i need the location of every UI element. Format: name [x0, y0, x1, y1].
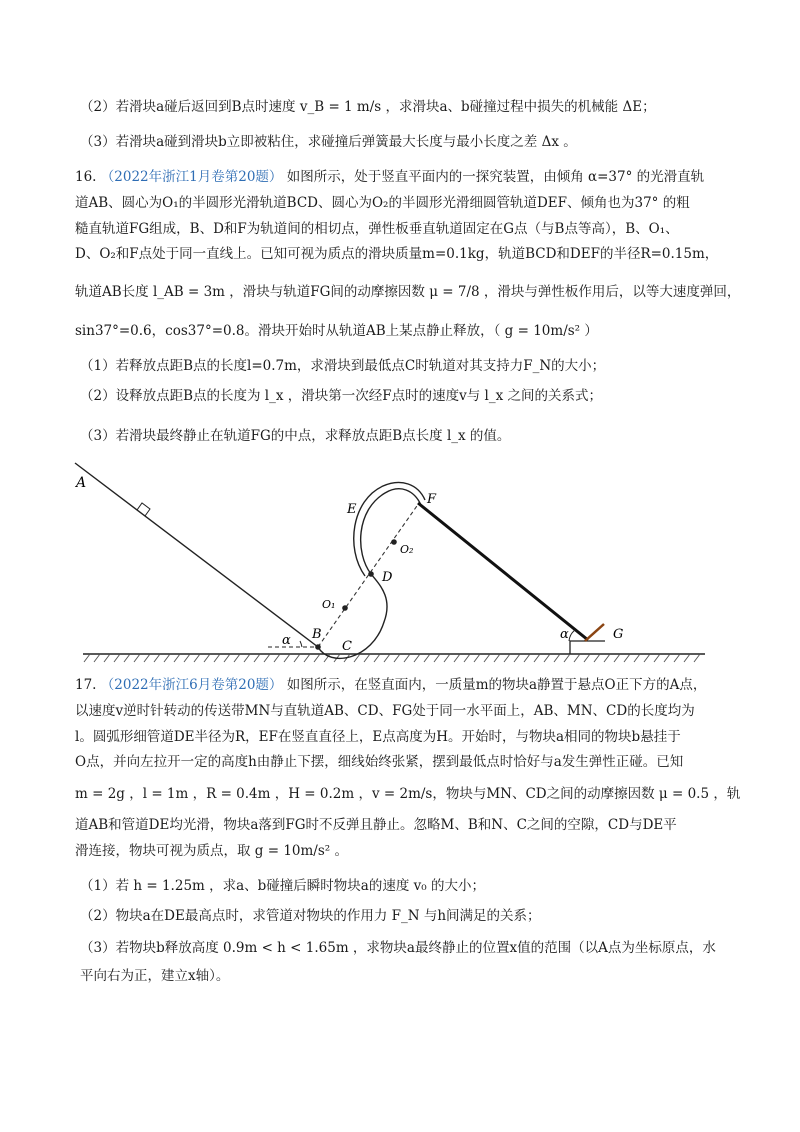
q16-line2: 道AB、圆心为O₁的半圆形光滑轨道BCD、圆心为O₂的半圆形光滑细圆管轨道DEF、倾角也为37° 的粗 — [75, 195, 690, 211]
point-o2-dot — [391, 539, 397, 545]
ground-hatching — [84, 654, 700, 662]
q15-part2: （2）若滑块a碰后返回到B点时速度 v_B = 1 m/s ，求滑块a、b碰撞过程中损失的机械能 ΔE； — [80, 99, 656, 115]
label-a: A — [76, 475, 87, 491]
label-alpha-right: α — [560, 627, 569, 642]
point-o1-dot — [342, 605, 348, 611]
q16-line5: 轨道AB长度 l_AB = 3m ，滑块与轨道FG间的动摩擦因数 μ = 7/8 ，滑块与弹性板作用后，以等大速度弹回， — [75, 284, 741, 300]
q17-number: 17. — [75, 677, 97, 693]
label-o1: O₁ — [322, 598, 336, 611]
q16-sub1: （1）若释放点距B点的长度l=0.7m，求滑块到最低点C时轨道对其支持力F_N的大小； — [80, 358, 606, 374]
track-diagram — [0, 455, 800, 665]
semicircle-bcd — [318, 574, 387, 658]
track-ab — [75, 463, 318, 647]
label-f: F — [427, 492, 437, 507]
q17-sub2: （2）物块a在DE最高点时，求管道对物块的作用力 F_N 与h间满足的关系； — [80, 908, 541, 924]
platform-step — [570, 641, 605, 654]
tube-dfe-inner — [361, 489, 421, 574]
label-alpha-left: α — [282, 633, 291, 648]
point-b-dot — [315, 644, 321, 650]
q16-line1 — [75, 167, 725, 187]
q17-sub3a: （3）若物块b释放高度 0.9m < h < 1.65m ，求物块a最终静止的位置x值的范围（以A点为坐标原点，水 — [80, 940, 716, 956]
alpha-right-arc — [569, 630, 575, 641]
q16-sub3: （3）若滑块最终静止在轨道FG的中点，求释放点距B点长度 l_x 的值。 — [80, 428, 511, 444]
q16-text-1: 如图所示，处于竖直平面内的一探究装置，由倾角 α=37° 的光滑直轨 — [286, 169, 705, 185]
track-fg — [418, 503, 588, 640]
q16-line4: D、O₂和F点处于同一直线上。已知可视为质点的滑块质量m=0.1kg，轨道BCD和DEF的半径R=0.15m， — [75, 246, 719, 262]
label-b: B — [312, 627, 322, 642]
q17-sub1: （1）若 h = 1.25m ，求a、b碰撞后瞬时物块a的速度 v₀ 的大小； — [80, 878, 485, 894]
q15-part3: （3）若滑块a碰到滑块b立即被粘住，求碰撞后弹簧最大长度与最小长度之差 Δx 。 — [80, 134, 577, 150]
q16-sub2: （2）设释放点距B点的长度为 l_x ，滑块第一次经F点时的速度v与 l_x 之间的关系式； — [80, 388, 603, 404]
label-d: D — [382, 570, 393, 585]
q17-line7: 滑连接，物块可视为质点，取 g = 10m/s² 。 — [75, 843, 348, 859]
q17-line6: 道AB和管道DE均光滑，物块a落到FG时不反弹且静止。忽略M、B和N、C之间的空隙，CD与DE平 — [75, 817, 677, 833]
q16-line3: 糙直轨道FG组成，B、D和F为轨道间的相切点，弹性板垂直轨道固定在G点（与B点等高），B、O₁、 — [75, 221, 679, 237]
q16-line6: sin37°=0.6，cos37°=0.8。滑块开始时从轨道AB上某点静止释放，（ g = 10m/s² ） — [75, 323, 598, 339]
q17-source: （2022年浙江6月卷第20题） — [100, 677, 283, 693]
q17-line1 — [75, 675, 725, 695]
q17-line4: O点，并向左拉开一定的高度h由静止下摆，细线始终张紧，摆到最低点时恰好与a发生弹性正碰。已知 — [75, 754, 684, 770]
alpha-left-arc — [300, 641, 302, 647]
q17-line2: 以速度v逆时针转动的传送带MN与直轨道AB、CD、FG处于同一水平面上，AB、MN、CD的长度均为 — [75, 703, 695, 719]
q16-number: 16. — [75, 169, 97, 185]
label-c: C — [342, 639, 352, 654]
q17-line3: l。圆弧形细管道DE半径为R，EF在竖直直径上，E点高度为H。开始时，与物块a相同的物块b悬挂于 — [75, 729, 681, 745]
label-o2: O₂ — [400, 543, 414, 556]
label-g: G — [613, 627, 624, 642]
q17-line5: m = 2g ，l = 1m ，R = 0.4m ，H = 0.2m ，v = 2m/s，物块与MN、CD之间的动摩擦因数 μ = 0.5 ，轨 — [75, 786, 741, 802]
q16-source: （2022年浙江1月卷第20题） — [100, 169, 283, 185]
q17-text-1: 如图所示，在竖直面内，一质量m的物块a静置于悬点O正下方的A点， — [286, 677, 707, 693]
point-d-dot — [368, 571, 374, 577]
label-e: E — [347, 502, 357, 517]
q17-sub3b: 平向右为正，建立x轴）。 — [80, 968, 230, 984]
elastic-plate — [585, 624, 604, 641]
